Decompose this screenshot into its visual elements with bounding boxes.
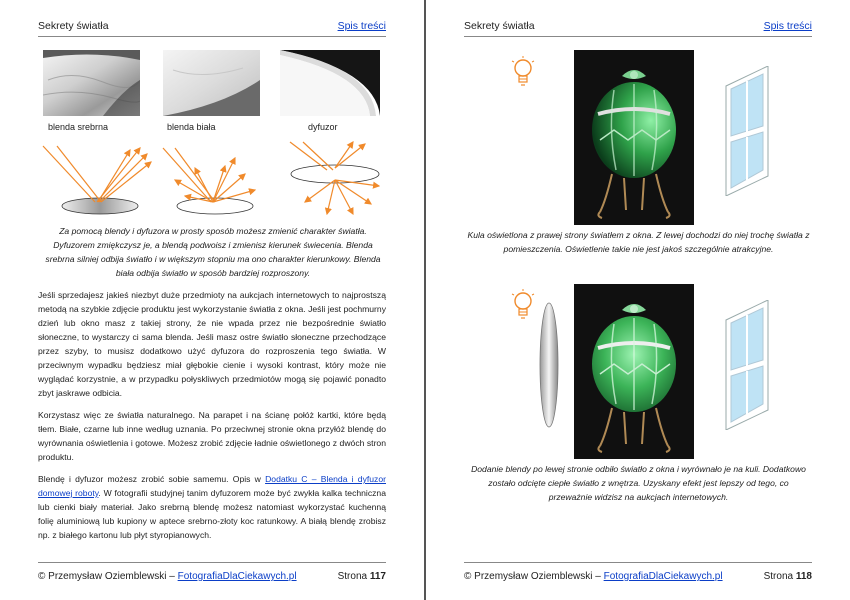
- site-link[interactable]: FotografiaDlaCiekawych.pl: [603, 571, 723, 582]
- window-illustration: [724, 300, 774, 430]
- photo-label: dyfuzor: [308, 122, 338, 132]
- figure-caption: Kula oświetlona z prawej strony światłem z okna. Z lewej dochodzi do niej trochę światła z pomieszczenia. Oświetlenie takie nie jest jakoś szczególnie atrakcyjne.: [467, 230, 810, 254]
- toc-link[interactable]: Spis treści: [763, 20, 812, 32]
- ornament-photo-with-reflector: [574, 284, 694, 459]
- page-number-value: 117: [369, 571, 386, 582]
- page-number-value: 118: [795, 571, 812, 582]
- chapter-title: Sekrety światła: [38, 20, 109, 32]
- silver-reflector-photo: [43, 50, 140, 116]
- chapter-title: Sekrety światła: [464, 20, 535, 32]
- window-illustration: [724, 66, 774, 196]
- page-number: [338, 571, 386, 582]
- lightbulb-icon: [508, 55, 538, 93]
- left-page: [0, 0, 424, 600]
- ornament-photo-window-light: [574, 50, 694, 225]
- diffuser-diagram: [290, 142, 379, 214]
- site-link[interactable]: FotografiaDlaCiekawych.pl: [177, 571, 297, 582]
- page-footer: [464, 562, 812, 587]
- page-prefix: Strona: [337, 571, 370, 582]
- toc-link[interactable]: Spis treści: [337, 20, 386, 32]
- page-prefix: Strona: [763, 571, 796, 582]
- body-paragraph: Korzystasz więc ze światła naturalnego. Na parapet i na ścianę połóż kartki, które będą tłem. Białe, czarne lub inne według uznania. Po przeciwnej stronie okna przyłóż blendę do wyrównania oświetlenia i gotowe. Możesz zrobić zdjęcie ładnie oświetlonego z dwóch stron produktu.: [38, 410, 386, 462]
- body-paragraph: [38, 472, 386, 542]
- white-reflector-photo: [163, 50, 260, 116]
- author-text: © Przemysław Oziemblewski –: [464, 571, 604, 582]
- figure-caption: Za pomocą blendy i dyfuzora w prosty sposób możesz zmienić charakter światła. Dyfuzorem zmiękczysz je, a blendą podwoisz i zmienisz kierunek świecenia. Blenda srebrna silniej odbija światło i w większym stopniu ma ono charakter kierunkowy. Blenda biała odbija światło w sposób bardziej rozproszony.: [45, 226, 381, 278]
- paragraph-text: Blendę i dyfuzor możesz zrobić sobie samemu. Opis w: [38, 474, 266, 484]
- lightbulb-icon: [508, 288, 538, 326]
- footer-author: [464, 571, 723, 582]
- paragraph-text: . W fotografii studyjnej tanim dyfuzorem może być zwykła kalka techniczna lub cienki biały materiał. Jako srebrną blendę możesz natomiast wykorzystać kuchenną folię aluminiową lub kupiony w aptece srebrno-złoty koc ratunkowy. A białą blendę zrobisz np. z białego kartonu lub płyt styropianowych.: [38, 488, 386, 540]
- page-header: [38, 18, 386, 37]
- white-reflection-diagram: [163, 148, 255, 214]
- appendix-link[interactable]: Dodatku C – Blenda i dyfuzor domowej roboty: [38, 474, 386, 498]
- page-header: [464, 18, 812, 37]
- silver-reflection-diagram: [43, 146, 151, 214]
- footer-author: [38, 571, 297, 582]
- light-diagrams: [35, 140, 390, 220]
- body-paragraph: Jeśli sprzedajesz jakieś niezbyt duże przedmioty na aukcjach internetowych to najprostszą metodą na szybkie zdjęcie produktu jest wykorzystanie światła z okna. Jeśli jest pochmurny dzień lub okno masz z takiej strony, że nie wpada przez nie bezpośrednie światło słoneczne, to wystarczy ci sama blenda. Jeśli masz ostre światło słoneczne przechodzące przez szyby, to musisz dodatkowo użyć dyfuzora do rozproszenia tego światła. W przeciwnym wypadku będziesz miał głębokie cienie i wysoki kontrast, który może nie wyglądać korzystnie, a w przypadku połyskliwych przedmiotów mogą się pojawić ponadto zbyt jaskrawe odbicia.: [38, 290, 386, 398]
- photo-label: blenda biała: [167, 122, 216, 132]
- diffuser-photo: [280, 50, 380, 116]
- right-page: [426, 0, 850, 600]
- page-number: [764, 571, 812, 582]
- author-text: © Przemysław Oziemblewski –: [38, 571, 178, 582]
- photo-label: blenda srebrna: [48, 122, 109, 132]
- page-footer: [38, 562, 386, 587]
- reflector-illustration: [538, 300, 560, 430]
- figure-caption: Dodanie blendy po lewej stronie odbiło światło z okna i wyrównało je na kuli. Dodatkowo zostało odcięte ciepłe światło z wnętrza. Uzyskany efekt jest lepszy od tego, co przeważnie widzisz na aukcjach internetowych.: [471, 464, 806, 502]
